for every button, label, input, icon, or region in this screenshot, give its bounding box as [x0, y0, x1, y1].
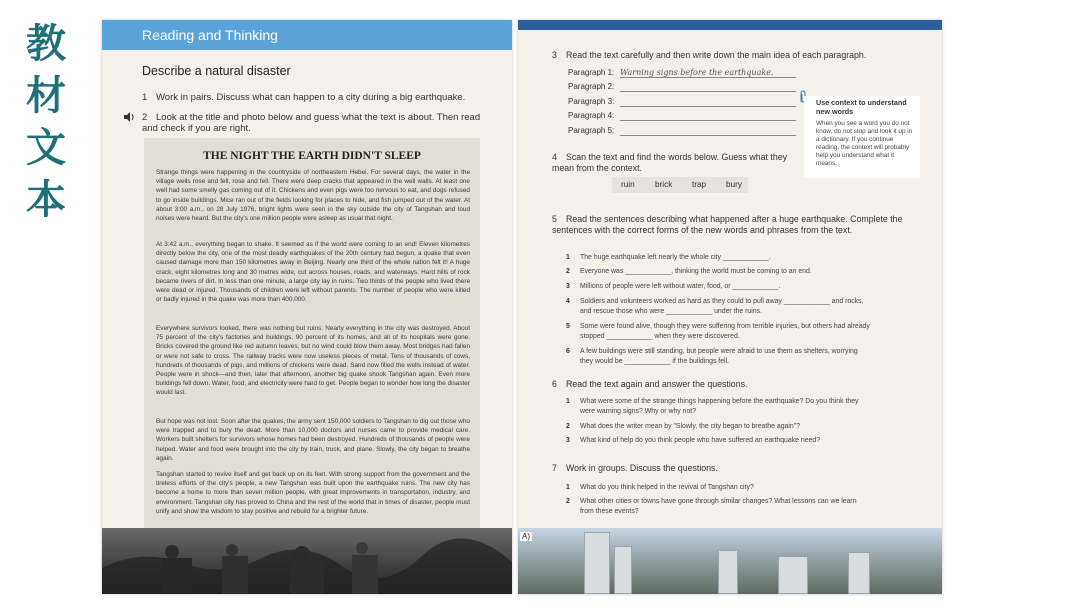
item-number: 3: [566, 283, 570, 290]
item-number: 3: [566, 437, 570, 444]
word-item: brick: [655, 180, 673, 189]
building: [778, 556, 808, 594]
paragraph-label: Paragraph 5:: [568, 126, 615, 135]
sentence-item: [566, 253, 870, 263]
side-label: [22, 18, 70, 226]
question-number: 7: [552, 463, 557, 473]
sentence-text: Millions of people were left without water, food, or ____________.: [580, 283, 781, 290]
left-page: [102, 20, 512, 594]
side-label-char: 材: [26, 73, 66, 119]
reading-paragraph: Tangshan started to revive itself and get back up on its feet. With strong support from the government and the tireless efforts of the city's people, a new Tangshan was built upon the earthquake ruins. The new city has become a home to more than seven million people, with great improvements in transportation, industry, and environment. Tangshan city has proved to China and the rest of the world that in times of disaster, people must unify and show the wisdom to stay positive and rebuild for a brighter future.: [156, 471, 470, 515]
question-text: Read the sentences describing what happened after a huge earthquake. Complete the sentences with the correct forms of the new words and phrases from the text.: [552, 214, 903, 235]
side-label-char: 教: [26, 21, 66, 67]
item-number: 1: [566, 484, 570, 491]
sentence-text: Soldiers and volunteers worked as hard as they could to pull away ____________ and rocks, and rescue those who were ____________ under the ruins.: [580, 298, 864, 315]
sentence-text: The huge earthquake left nearly the whole city ____________.: [580, 254, 771, 261]
question-number: 6: [552, 379, 557, 389]
sentence-item: [566, 347, 870, 367]
question-number: 3: [552, 50, 557, 60]
paragraph-label: Paragraph 3:: [568, 97, 615, 106]
question-1: [142, 92, 482, 103]
item-number: 6: [566, 348, 570, 355]
item-number: 4: [566, 298, 570, 305]
sentence-text: Everyone was ____________, thinking the world must be coming to an end.: [580, 268, 812, 275]
paragraph-label: Paragraph 4:: [568, 111, 615, 120]
reading-box: [144, 138, 480, 550]
reading-title: THE NIGHT THE EARTH DIDN'T SLEEP: [203, 150, 421, 162]
question-7: [552, 463, 924, 474]
header-title: Reading and Thinking: [142, 27, 278, 43]
sentence-text: Some were found alive, though they were suffering from terrible injuries, but others had already stopped ____________ when they were discovered.: [580, 323, 870, 340]
question-item-text: What kind of help do you think people who have suffered an earthquake need?: [580, 437, 821, 444]
page-header: [102, 20, 512, 50]
question-item-text: What were some of the strange things happening before the earthquake? Do you think they were warning signs? Why or why not?: [580, 398, 859, 415]
question-item-text: What other cities or towns have gone through similar changes? What lessons can we learn from these events?: [580, 498, 857, 515]
question-5: [552, 214, 924, 235]
question-item: [566, 497, 870, 517]
sentence-item: [566, 322, 870, 342]
reading-paragraph: But hope was not lost. Soon after the quakes, the army sent 150,000 soldiers to Tangshan to dig out those who were trapped and to bury the dead. More than 10,000 doctors and nurses came to provide medical care. Workers built shelters for survivors whose homes had been destroyed. Hundreds of thousands of people were helped. Water and food were brought into the city by train, truck, and plane. Slowly, the city began to breathe again.: [156, 418, 470, 462]
reading-paragraph: At 3:42 a.m., everything began to shake. It seemed as if the world were coming to an end! Eleven kilometres directly below the city, one of the most deadly earthquakes of the 20th century had begun, a quake that even caused damage more than 150 kilometres away in Beijing. Nearly one third of the whole nation felt it! A huge crack, eight kilometres long and 30 metres wide, cut across houses, roads, and waterways. Hard hills of rock became rivers of dirt. In less than one minute, a large city lay in ruins. Two thirds of the people who lived there were dead or injured. Thousands of children were left without parents. The number of people who were killed or badly injured in the quake was more than 400,000.: [156, 241, 470, 304]
tip-box: [804, 96, 920, 178]
sentence-text: A few buildings were still standing, but people were afraid to use them as shelters, worrying they would be ____________ if the buildings fell.: [580, 348, 858, 365]
question-text: Read the text carefully and then write down the main idea of each paragraph.: [566, 50, 867, 60]
question-number: 4: [552, 152, 557, 162]
question-text: Look at the title and photo below and guess what the text is about. Then read and check if you are right.: [142, 112, 481, 134]
photo-label: A): [522, 532, 530, 541]
question-2: [142, 112, 482, 134]
tip-body: When you see a word you do not know, do not stop and look it up in a dictionary. If you continue reading, the context will probably help you understand what it means.: [816, 120, 913, 167]
item-number: 1: [566, 254, 570, 261]
speaker-icon[interactable]: [124, 112, 136, 122]
paragraph-label: Paragraph 1:: [568, 68, 615, 77]
question-text: Scan the text and find the words below. Guess what they mean from the context.: [552, 152, 788, 173]
handwritten-answer: Warning signs before the earthquake.: [620, 68, 774, 77]
city-skyline-photo: [518, 528, 942, 594]
item-number: 2: [566, 268, 570, 275]
question-number: 5: [552, 214, 557, 224]
page-top-bar: [518, 20, 942, 30]
answer-line[interactable]: [620, 106, 796, 107]
sentence-item: [566, 282, 870, 292]
answer-line[interactable]: [620, 91, 796, 92]
item-number: 2: [566, 423, 570, 430]
answer-line[interactable]: [620, 77, 796, 78]
question-text: Work in groups. Discuss the questions.: [566, 463, 718, 473]
question-item-text: What do you think helped in the revival of Tangshan city?: [580, 484, 754, 491]
question-4: [552, 152, 792, 173]
word-item: bury: [726, 180, 742, 189]
building: [848, 552, 870, 594]
answer-line[interactable]: [620, 135, 796, 136]
paragraph-line: [568, 97, 614, 106]
question-6: [552, 379, 924, 390]
paragraph-line: [568, 111, 614, 120]
building: [718, 550, 738, 594]
sentence-item: [566, 297, 870, 317]
word-item: ruin: [621, 180, 635, 189]
side-label-char: 本: [26, 177, 66, 223]
sentence-item: [566, 267, 870, 277]
item-number: 5: [566, 323, 570, 330]
item-number: 2: [566, 498, 570, 505]
item-number: 1: [566, 398, 570, 405]
building: [614, 546, 632, 594]
paragraph-line: [568, 126, 614, 135]
paragraph-line: [568, 82, 614, 91]
rescue-photo: [102, 528, 512, 594]
question-item: [566, 422, 870, 432]
question-text: Work in pairs. Discuss what can happen to a city during a big earthquake.: [156, 92, 466, 103]
right-page: [518, 20, 942, 594]
rescue-photo-graphic: [102, 528, 512, 594]
reading-paragraph: Everywhere survivors looked, there was nothing but ruins. Nearly everything in the city was destroyed. About 75 percent of the city's factories and buildings, 90 percent of its homes, and all of its hospitals were gone. Bricks covered the ground like red autumn leaves, but no wind could blow them away. Most bridges had fallen or were not safe to cross. The railway tracks were now useless pieces of metal. Tens of thousands of cows, hundreds of thousands of pigs, and millions of chickens were dead. Sand now filled the wells instead of water. People were in shock—and then, later that afternoon, another big quake shook Tangshan again. Even more buildings fell down. Water, food, and electricity were hard to get. People began to wonder how long the disaster would last.: [156, 325, 470, 397]
reading-paragraph: Strange things were happening in the countryside of northeastern Hebei. For several days, the water in the village wells rose and fell, rose and fell. There were deep cracks that appeared in the well walls. At least one well had some smelly gas coming out of it. Chickens and even pigs were too nervous to eat, and dogs refused to go inside buildings. Mice ran out of the fields looking for places to hide, and fish jumped out of the water. At about 3:00 a.m., on 28 July 1976, bright lights were seen in the sky outside the city of Tangshan and loud noises were heard. But the city's one million people were asleep as usual that night.: [156, 169, 470, 223]
question-item: [566, 397, 870, 417]
question-3: [552, 50, 932, 61]
building: [584, 532, 610, 594]
question-item: [566, 483, 870, 493]
question-item: [566, 436, 870, 446]
question-number: 1: [142, 92, 148, 103]
word-item: trap: [692, 180, 707, 189]
side-label-char: 文: [26, 125, 66, 171]
question-item-text: What does the writer mean by "Slowly, the city began to breathe again"?: [580, 423, 801, 430]
question-number: 2: [142, 112, 148, 123]
answer-line[interactable]: [620, 120, 796, 121]
paragraph-label: Paragraph 2:: [568, 82, 615, 91]
tip-title: Use context to understand new words: [816, 98, 907, 116]
paragraph-line: [568, 68, 614, 77]
section-title: Describe a natural disaster: [142, 64, 291, 78]
question-text: Read the text again and answer the questions.: [566, 379, 748, 389]
